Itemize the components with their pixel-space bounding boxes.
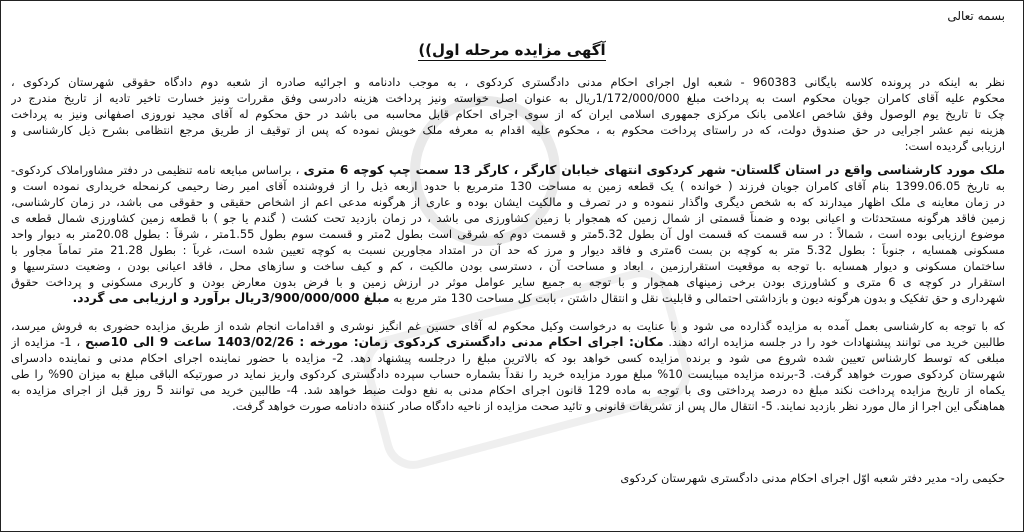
paragraph2-line-4: موضوع ارزیابی بوده است ، شمالاً : در سه قسمت که قسمت اول آن بطول 5.32متر و قسمت دوم که شرقی است بطول 2متر و قسمت سوم بطول 1.55متر ، شرقاً : بطول 20.08متر به دیوار واحد bbox=[11, 227, 1005, 241]
property-location-tail: ، براساس مبایعه نامه تنظیمی در دفتر مشاوراملاک کردکوی- bbox=[11, 163, 300, 177]
paragraph1-line-3: چک تا تاریخ یوم الوصول وفق شاخص اعلامی بانک مرکزی جمهوری اسلامی ایران که از سوی اجرای احکام قابل محاسبه می باشد در حق محکوم له آقای مجید نوروزی اصفهانی ونیز به پرداخت bbox=[11, 107, 1005, 121]
property-description-lead bbox=[11, 163, 1005, 177]
paragraph3-line-2 bbox=[11, 335, 1005, 349]
paragraph2-line-6: ساختمان مسکونی و دیوار همسایه .با توجه به موقعیت استقرارزمین ، ابعاد و مساحت آن ، دسترسی بودن مالکیت ، کم و کیف ساخت و سازهای محل ، فاقد اعیانی بودن ، وضعیت دسترسیها و bbox=[11, 259, 1005, 273]
paragraph1-line-4: هزینه نیم عشر اجرایی در حق صندوق دولت، که در راستای پرداخت محکوم به ، محکوم علیه اقدام به معرفه ملک خویش نموده که پس از توقیف از طریق مرجع انتظامی بشرح ذیل کارشناسی و bbox=[11, 123, 1005, 137]
paragraph3-line-5: یکماه از تاریخ مزایده پرداخت نکند مبلغ ده درصد پرداختی وی با توجه به ماده 129 قانون اجرای احکام مدنی به نفع دولت ضبط خواهد شد. 4- طالبین خرید می توانند 5 روز قبل از اجرای مزایده به bbox=[11, 383, 1005, 397]
paragraph2-last-text: شهرداری و حق تفکیک و بدون هرگونه دیون و بازداشتی احتمالی و قابلیت نقل و انتقال داشتن ، بابت کل مساحت 130 متر مربع به bbox=[393, 291, 1005, 305]
notice-title bbox=[1, 41, 1023, 59]
paragraph1-line-5: ارزیابی گردیده است: bbox=[904, 139, 1005, 153]
appraised-value: مبلغ 3/900/000/000ریال برآورد و ارزیابی می گردد. bbox=[72, 291, 390, 305]
signature: حکیمی راد- مدیر دفتر شعبه اوّل اجرای احکام مدنی دادگستری شهرستان کردکوی bbox=[620, 471, 1005, 485]
bismillah-heading: بسمه تعالی bbox=[947, 9, 1005, 23]
paragraph1-line-2: محکوم علیه آقای کامران جویان محکوم است به پرداخت مبلغ 1/172/000/000ریال به عنوان اصل خواسته ونیز پرداخت هزینه دادرسی وفق مقررات ونیز خسارت تاخیر تادیه از تاریخ مندرج در bbox=[11, 91, 1005, 105]
paragraph2-line-5: مسکونی همسایه ، جنوباً : بطول 5.32 متر به کوچه بن بست 6متری و فاقد دیوار و مرز که حد آن در امتداد مجاورین نسبت به کوچه تعیین شده است، غرباً : بطول 21.28 متر تماماً مجاور با bbox=[11, 243, 1005, 257]
paragraph2-line-3: زمین فاقد هرگونه مستحدثات و اعیانی بوده و ضمناً قسمتی از شمال زمین که همجوار با زمین کشاورزی می باشد ، در زمان بازدید تحت کشت ( گندم یا جو ) با قطعه زمین کشاورزی شمال قطعه ی bbox=[11, 211, 1005, 225]
paragraph3-line-6: هماهنگی این اجرا از مال مورد نظر بازدید نمایند. 5- انتقال مال پس از تشریفات قانونی و تائید صحت مزایده از ناحیه دادگاه صادر کننده دادنامه صورت خواهد گرفت. bbox=[232, 399, 1005, 413]
paragraph2-line-2: در زمان معاینه ی ملک اظهار میدارند که به شخص دیگری واگذار ننموده و در تصرف و مالکیت ایشان بوده و عاری از هرگونه مدعی اعم از اشخاص حقیقی و حقوقی می باشد، در زمان کارشناسی، bbox=[11, 195, 1005, 209]
property-location: ملک مورد کارشناسی واقع در استان گلستان- شهر کردکوی انتهای خیابان کارگر ، کارگر 13 سمت چپ کوچه 6 متری bbox=[303, 163, 1005, 177]
paragraph2-line-7: استقرار در کوچه ی 6 متری و کشاورزی بودن برخی زمینهای همجوار و با توجه به جمیع سایر عوامل موثر در ارزش زمین و با فرض بدون معارض بودن و کاربری مسکونی و پرداخت حقوق bbox=[11, 275, 1005, 289]
paragraph3-line-2-c: ، 1- مزایده از bbox=[11, 335, 81, 349]
paragraph3-line-2-a: طالبین خرید می توانند پیشنهادات خود را در جلسه مزایده ارائه دهند. bbox=[668, 335, 1005, 349]
paragraph2-line-1: به تاریخ 1399.06.05 بنام آقای کامران جویان فرزند ( خوانده ) یک قطعه زمین به مساحت 130 مترمربع با حدود اربعه ذیل را از فروشنده آقای امیر رضا رحیمی کرنمحله خریداری نموده است و bbox=[11, 179, 1005, 193]
paragraph3-line-1: که با توجه به کارشناسی بعمل آمده به مزایده گذارده می شود و با عنایت به درخواست وکیل محکوم له آقای حسین غم انگیز نوشری و اقدامات انجام شده از طریق مزایده حضوری به فروش میرسد، bbox=[11, 319, 1005, 333]
paragraph3-line-4: شهرستان کردکوی صورت خواهد گرفت. 3-برنده مزایده میبایست 10% مبلغ مورد مزایده خرید را نقداً بشماره حساب سپرده دادگستری کردکوی واریز نماید در صورتیکه الباقی مبلغ به میزان 90% را طی bbox=[11, 367, 1005, 381]
auction-time-place: مکان: اجرای احکام مدنی دادگستری کردکوی زمان: مورخه : 1403/02/26 ساعت 9 الی 10صبح bbox=[85, 335, 664, 349]
paragraph3-line-3: مبلغی که توسط کارشناس تعیین شده شروع می شود و برنده مزایده کسی خواهد بود که بالاترین مبلغ را درجلسه پیشنهاد دهد. 2- مزایده با حضور نماینده اجرای احکام مدنی و نماینده دادسرای bbox=[11, 351, 1005, 365]
paragraph2-line-8 bbox=[11, 291, 1005, 305]
paragraph1-line-1: نظر به اینکه در پرونده کلاسه بایگانی 960383 - شعبه اول اجرای احکام مدنی دادگستری کردکوی ، به موجب دادنامه و اجرائیه صادره از شعبه دوم دادگاه حقوقی شهرستان کردکوی ، bbox=[11, 75, 1005, 89]
notice-title-text: آگهی مزایده مرحله اول)) bbox=[418, 41, 606, 59]
